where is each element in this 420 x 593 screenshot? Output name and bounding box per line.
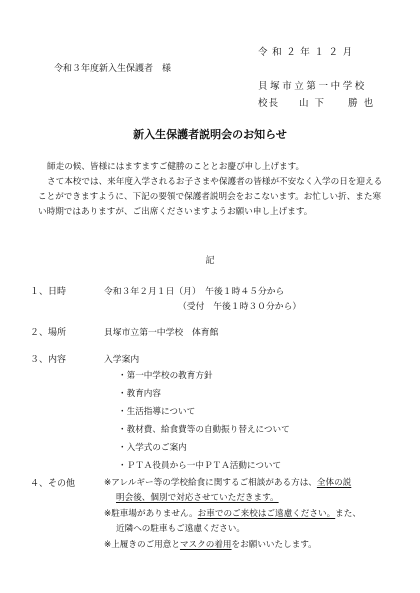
school-name: 貝塚市立第一中学校 (258, 81, 367, 92)
list-item: ・教育内容 (118, 389, 161, 399)
list-item: ・ＰＴＡ役員から一中ＰＴＡ活動について (118, 461, 282, 471)
list-item: ・教材費、給食費等の自動振り替えについて (118, 425, 290, 435)
greeting-paragraph (38, 160, 388, 175)
parking-note: ※駐車場がありません。お車でのご来校はご遠慮ください。また、 (104, 509, 361, 519)
other-label: ４、その他 (30, 479, 76, 489)
allergy-note: ※アレルギー等の学校給食に関するご相談がある方は、全体の説 (104, 478, 352, 488)
place-label: ２、場所 (30, 328, 67, 338)
purpose-text: さて本校では、来年度入学されるお子さまや保護者の皆様が不安なく入学の日を迎えることができますように、下記の要領で保護者説明会をおこないます。お忙しい折、また寒い時期ではありますが、ご出席くださいますようお願い申し上げます。 (38, 177, 383, 217)
reception-time: （受付 午後１時３０分から） (178, 302, 302, 312)
principal-role: 校長 (258, 98, 280, 109)
content-label: ３、内容 (30, 355, 67, 365)
principal-family-name: 山下 (299, 98, 331, 109)
parking-note-cont: 近隣への駐車もご遠慮ください。 (116, 524, 245, 534)
datetime-value: 令和３年２月１日（月） 午後１時４５分から (104, 287, 285, 297)
document-title: 新入生保護者説明会のお知らせ (133, 128, 287, 141)
principal-given-name: 勝也 (348, 98, 380, 109)
slippers-mask-note: ※上履きのご用意とマスクの着用をお願いいたします。 (104, 540, 317, 550)
list-item: ・第一中学校の教育方針 (118, 371, 213, 381)
datetime-label: １、日時 (30, 287, 67, 297)
purpose-paragraph (38, 175, 388, 220)
list-item: ・生活指導について (118, 407, 196, 417)
issue-date: 令和２年１２月 (258, 47, 357, 58)
allergy-note-cont: 明会後、個別で対応させていただきます。 (116, 493, 279, 503)
greeting-text: 師走の候、皆様にはますますご健勝のこととお慶び申し上げます。 (47, 162, 305, 172)
content-list (118, 367, 290, 475)
content-heading: 入学案内 (104, 355, 140, 365)
principal-name (258, 95, 379, 109)
place-value: 貝塚市立第一中学校 体育館 (104, 328, 219, 338)
addressee: 令和３年度新入生保護者 様 (54, 64, 172, 74)
list-item: ・入学式のご案内 (118, 443, 187, 453)
ki-marker: 記 (205, 256, 215, 266)
